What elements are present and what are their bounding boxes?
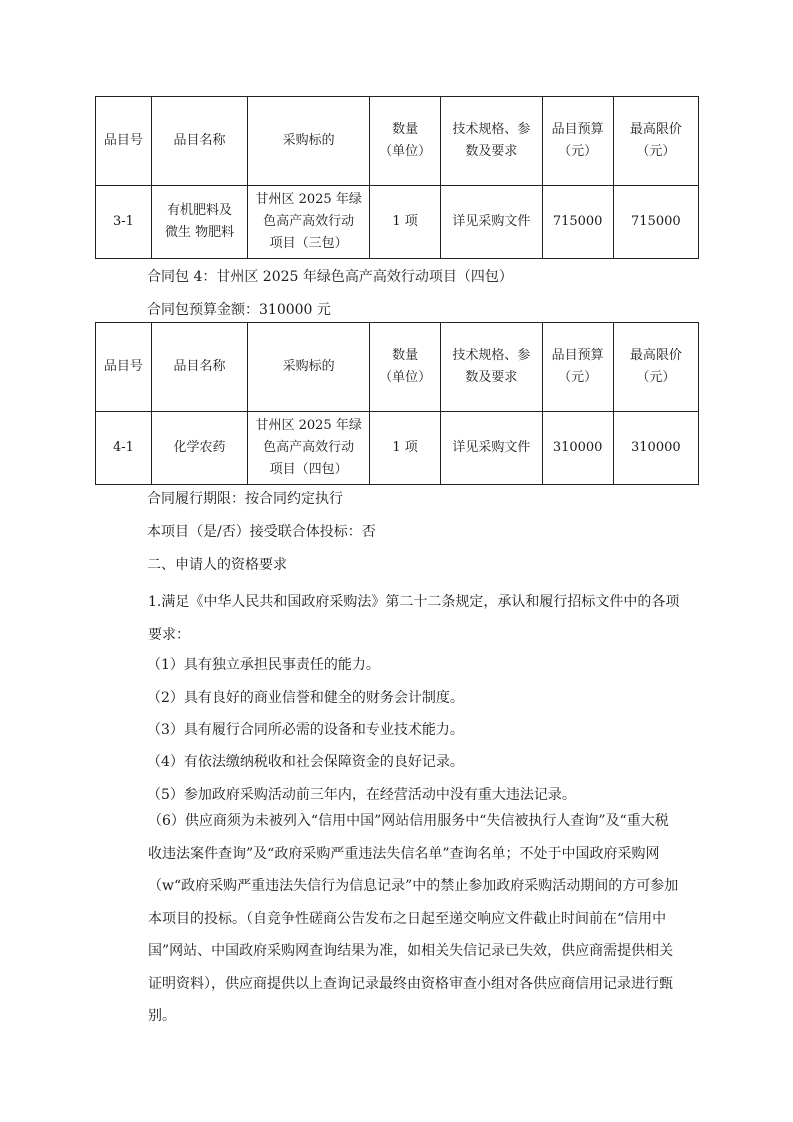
cell-spec: 详见采购文件: [441, 412, 543, 485]
cell-item-no: 3-1: [96, 186, 152, 259]
header-max-price: 最高限价 （元）: [613, 323, 698, 412]
cell-budget: 715000: [542, 186, 613, 259]
header-target: 采购标的: [248, 97, 370, 186]
package3-table: [95, 96, 699, 259]
header-spec: 技术规格、参 数及要求: [441, 323, 543, 412]
header-quantity: 数量 （单位）: [370, 323, 441, 412]
header-quantity: 数量 （单位）: [370, 97, 441, 186]
table-header-row: [96, 323, 699, 412]
list-item: （3）具有履行合同所必需的设备和专业技术能力。: [147, 722, 464, 738]
header-budget: 品目预算 （元）: [542, 97, 613, 186]
list-item: （1）具有独立承担民事责任的能力。: [147, 657, 380, 673]
requirement-6-text: （6）供应商须为未被列入“信用中国”网站信用服务中“失信被执行人查询”及“重大税收违法案件查询”及“政府采购严重违法失信名单”查询名单；不处于中国政府采购网（w“政府采购严重违法失信行为信息记录”中的禁止参加政府采购活动期间的方可参加本项目的投标。（自竞争性磋商公告发布之日起至递交响应文件截止时间前在“信用中国”网站、中国政府采购网查询结果为准，如相关失信记录已失效，供应商需提供相关证明资料），供应商提供以上查询记录最终由资格审查小组对各供应商信用记录进行甄别。: [148, 813, 679, 1024]
cell-target: 甘州区 2025 年绿 色高产高效行动 项目（三包）: [248, 186, 370, 259]
joint-bid-note: 本项目（是/否）接受联合体投标：否: [147, 524, 376, 540]
table-header-row: [96, 97, 699, 186]
list-item: （5）参加政府采购活动前三年内，在经营活动中没有重大违法记录。: [147, 787, 576, 803]
requirement-6: [121, 805, 681, 1033]
header-spec: 技术规格、参 数及要求: [441, 97, 543, 186]
cell-target: 甘州区 2025 年绿 色高产高效行动 项目（四包）: [248, 412, 370, 485]
section-title: 二、申请人的资格要求: [147, 557, 287, 573]
header-budget: 品目预算 （元）: [542, 323, 613, 412]
requirement-1-text: 1.满足《中华人民共和国政府采购法》第二十二条规定，承认和履行招标文件中的各项要求：: [148, 594, 680, 643]
list-item: （2）具有良好的商业信誉和健全的财务会计制度。: [147, 690, 464, 706]
header-max-price: 最高限价 （元）: [613, 97, 698, 186]
contract-period: 合同履行期限：按合同约定执行: [147, 491, 343, 507]
requirement-1: [121, 586, 681, 651]
cell-item-no: 4-1: [96, 412, 152, 485]
package4-title: 合同包 4：甘州区 2025 年绿色高产高效行动项目（四包）: [147, 269, 513, 285]
header-item-no: 品目号: [96, 323, 152, 412]
cell-item-name: 有机肥料及 微生 物肥料: [151, 186, 247, 259]
header-item-name: 品目名称: [151, 323, 247, 412]
cell-item-name: 化学农药: [151, 412, 247, 485]
cell-quantity: 1 项: [370, 412, 441, 485]
cell-max-price: 310000: [613, 412, 698, 485]
cell-budget: 310000: [542, 412, 613, 485]
package4-table: [95, 322, 699, 485]
list-item: （4）有依法缴纳税收和社会保障资金的良好记录。: [147, 754, 464, 770]
table-row: [96, 412, 699, 485]
header-target: 采购标的: [248, 323, 370, 412]
cell-max-price: 715000: [613, 186, 698, 259]
table-row: [96, 186, 699, 259]
header-item-name: 品目名称: [151, 97, 247, 186]
cell-quantity: 1 项: [370, 186, 441, 259]
header-item-no: 品目号: [96, 97, 152, 186]
package4-budget: 合同包预算金额：310000 元: [147, 302, 331, 318]
cell-spec: 详见采购文件: [441, 186, 543, 259]
